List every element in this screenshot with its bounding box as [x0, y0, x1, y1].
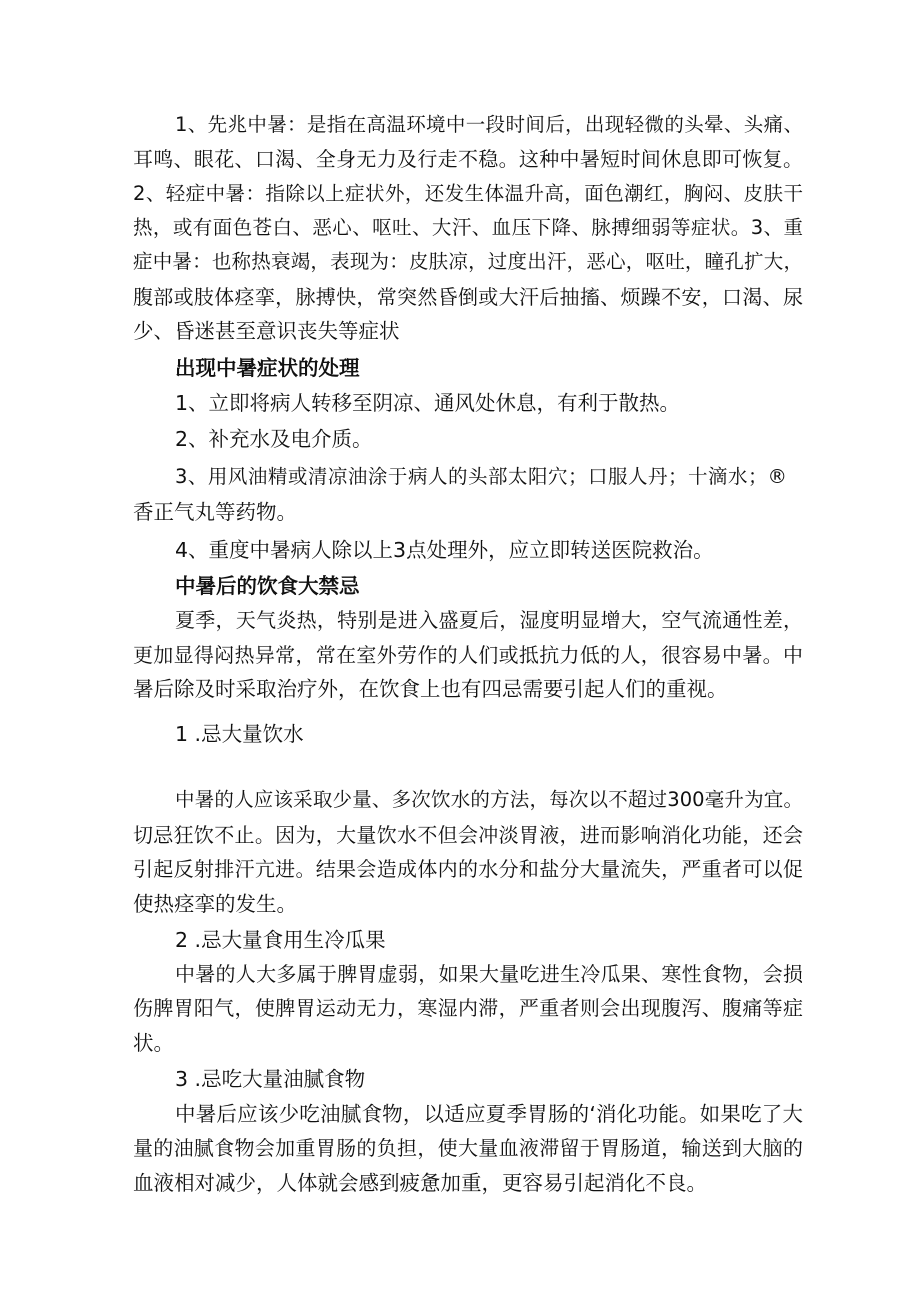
treatment-item-1: 1、立即将病人转移至阴凉、通风处休息，有利于散热。 [175, 391, 681, 415]
treatment-item-3-line-2: 香正气丸等药物。 [133, 500, 297, 524]
taboo-2-line-3: 状。 [133, 1031, 174, 1055]
diet-intro-line-3: 暑后除及时采取治疗外，在饮食上也有四忌需要引起人们的重视。 [133, 677, 728, 701]
taboo-1-line-3: 引起反射排汗亢进。结果会造成体内的水分和盐分大量流失，严重者可以促 [133, 857, 803, 881]
diet-intro-line-1: 夏季，天气炎热，特别是进入盛夏后，湿度明显增大，空气流通性差， [175, 608, 803, 632]
taboo-heading-1: 1 .忌大量饮水 [175, 722, 304, 746]
symptom-line-6: 腹部或肢体痉挛，脉搏快，常突然昏倒或大汗后抽搐、烦躁不安，口渴、尿 [133, 285, 803, 309]
taboo-1-line-4: 使热痉挛的发生。 [133, 892, 297, 916]
taboo-2-line-2: 伤脾胃阳气，使脾胃运动无力，寒湿内滞，严重者则会出现腹泻、腹痛等症 [133, 996, 803, 1020]
symptom-line-4: 热，或有面色苍白、恶心、呕吐、大汗、血压下降、脉搏细弱等症状。3、重 [133, 216, 803, 239]
symptom-line-5: 症中暑：也称热衰竭，表现为：皮肤凉，过度出汗，恶心，呕吐，瞳孔扩大， [133, 250, 803, 273]
symptom-line-1: 1、先兆中暑：是指在高温环境中一段时间后，出现轻微的头晕、头痛、 [175, 113, 803, 136]
taboo-heading-3: 3 .忌吃大量油腻食物 [175, 1067, 366, 1091]
taboo-3-line-2: 量的油腻食物会加重胃肠的负担，使大量血液滞留于胃肠道，输送到大脑的 [133, 1136, 803, 1160]
taboo-1-line-2: 切忌狂饮不止。因为，大量饮水不但会冲淡胃液，进而影响消化功能，还会 [133, 823, 803, 847]
taboo-1-line-1: 中暑的人应该采取少量、多次饮水的方法，每次以不超过300毫升为宜。 [175, 788, 803, 811]
symptom-line-3: 2、轻症中暑：指除以上症状外，还发生体温升高，面色潮红，胸闷、皮肤干 [133, 182, 803, 205]
treatment-item-2: 2、补充水及电介质。 [175, 427, 373, 451]
treatment-item-3-line-1: 3、用风油精或清凉油涂于病人的头部太阳穴；口服人丹；十滴水；® [175, 465, 787, 488]
diet-intro-line-2: 更加显得闷热异常，常在室外劳作的人们或抵抗力低的人，很容易中暑。中 [133, 643, 803, 667]
taboo-2-line-1: 中暑的人大多属于脾胃虚弱，如果大量吃进生冷瓜果、寒性食物，会损 [175, 962, 803, 986]
section-heading-diet: 中暑后的饮食大禁忌 [175, 574, 360, 598]
taboo-3-line-3: 血液相对减少，人体就会感到疲惫加重，更容易引起消化不良。 [133, 1171, 707, 1195]
symptom-line-7: 少、昏迷甚至意识丧失等症状 [133, 319, 400, 343]
symptom-line-2: 耳鸣、眼花、口渴、全身无力及行走不稳。这种中暑短时间休息即可恢复。 [133, 147, 803, 171]
taboo-heading-2: 2 .忌大量食用生冷瓜果 [175, 928, 386, 952]
section-heading-treatment: 出现中暑症状的处理 [175, 356, 360, 380]
taboo-3-line-1: 中暑后应该少吃油腻食物，以适应夏季胃肠的‘消化功能。如果吃了大 [175, 1102, 803, 1126]
treatment-item-4: 4、重度中暑病人除以上3点处理外，应立即转送医院救治。 [175, 538, 714, 562]
